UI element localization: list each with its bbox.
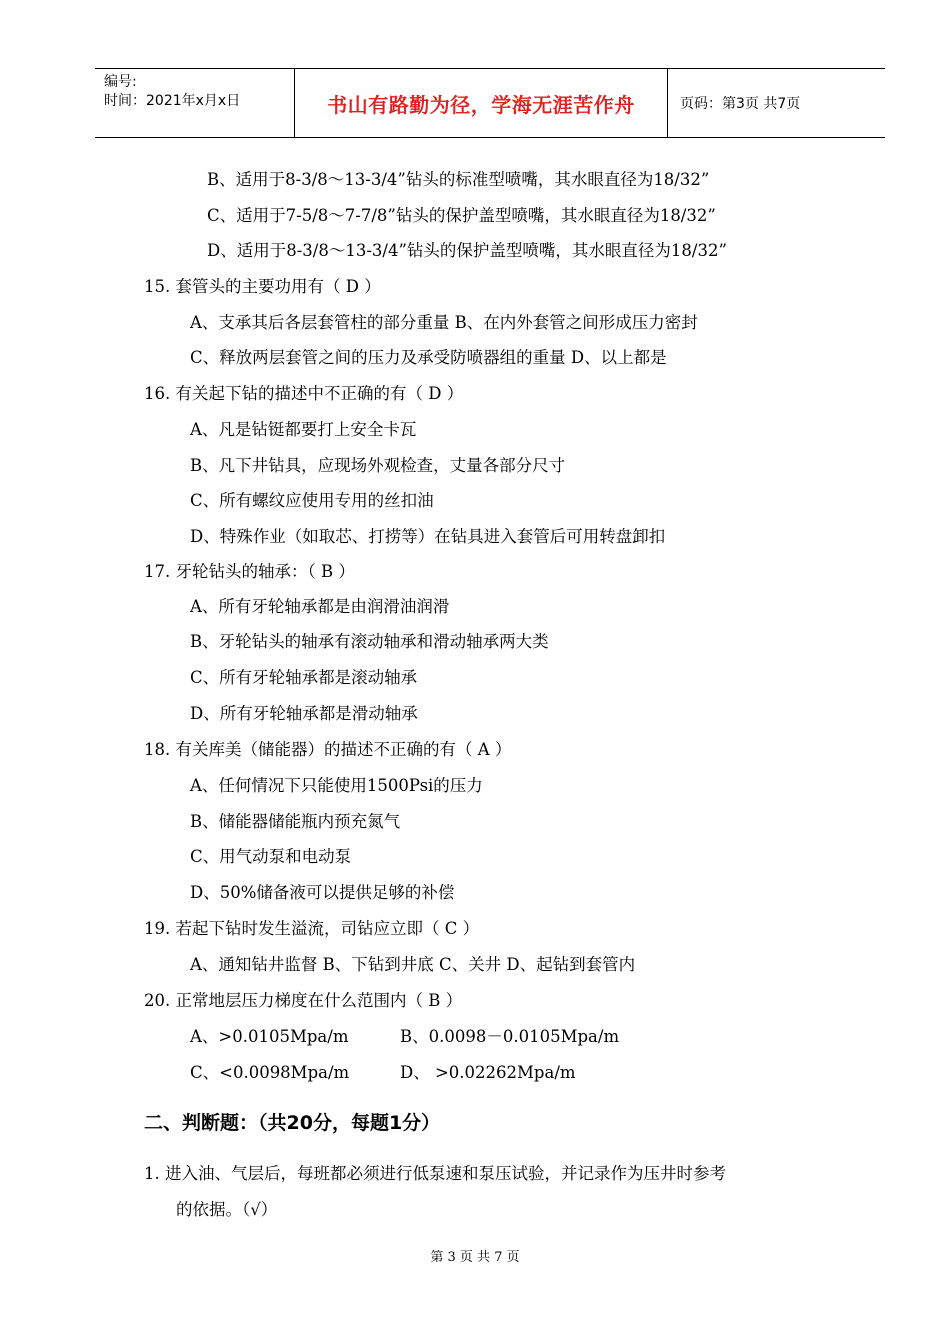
serial-number-label: 编号: xyxy=(104,74,137,90)
question-17-option-a: A、所有牙轮轴承都是由润滑油润滑 xyxy=(190,597,450,616)
question-17-option-d: D、所有牙轮轴承都是滑动轴承 xyxy=(190,704,418,723)
question-16-option-d: D、特殊作业（如取芯、打捞等）在钻具进入套管后可用转盘卸扣 xyxy=(190,527,666,546)
question-18: 18. 有关库美（储能器）的描述不正确的有（ A ） xyxy=(144,740,512,759)
question-18-option-b: B、储能器储能瓶内预充氮气 xyxy=(190,812,401,831)
question-20-option-b: B、0.0098－0.0105Mpa/m xyxy=(400,1027,620,1046)
date-label: 时间：2021年x月x日 xyxy=(104,93,241,109)
question-15: 15. 套管头的主要功用有（ D ） xyxy=(144,277,381,296)
question-19: 19. 若起下钻时发生溢流，司钻应立即（ C ） xyxy=(144,919,480,938)
question-18-option-d: D、50%储备液可以提供足够的补偿 xyxy=(190,883,455,902)
judgment-1: 1. 进入油、气层后，每班都必须进行低泵速和泵压试验，并记录作为压井时参考 xyxy=(144,1164,726,1183)
question-16-option-a: A、凡是钻铤都要打上安全卡瓦 xyxy=(190,420,417,439)
question-16-option-c: C、所有螺纹应使用专用的丝扣油 xyxy=(190,491,434,510)
question-19-options: A、通知钻井监督 B、下钻到井底 C、关井 D、起钻到套管内 xyxy=(190,955,636,974)
question-15-options-cd: C、释放两层套管之间的压力及承受防喷器组的重量 D、以上都是 xyxy=(190,348,667,367)
option-b-q14: B、适用于8-3/8～13-3/4”钻头的标准型喷嘴，其水眼直径为18/32” xyxy=(207,170,710,189)
header-motto: 书山有路勤为径，学海无涯苦作舟 xyxy=(295,69,668,137)
question-20-option-a: A、>0.0105Mpa/m xyxy=(190,1027,349,1046)
question-16-option-b: B、凡下井钻具，应现场外观检查，丈量各部分尺寸 xyxy=(190,456,566,475)
question-16: 16. 有关起下钻的描述中不正确的有（ D ） xyxy=(144,384,464,403)
option-d-q14: D、适用于8-3/8～13-3/4”钻头的保护盖型喷嘴，其水眼直径为18/32” xyxy=(207,241,727,260)
question-18-option-c: C、用气动泵和电动泵 xyxy=(190,847,352,866)
section-heading-true-false: 二、判断题：（共20分，每题1分） xyxy=(144,1112,441,1134)
question-17-option-c: C、所有牙轮轴承都是滚动轴承 xyxy=(190,668,418,687)
question-15-options-ab: A、支承其后各层套管柱的部分重量 B、在内外套管之间形成压力密封 xyxy=(190,313,698,332)
question-20: 20. 正常地层压力梯度在什么范围内（ B ） xyxy=(144,991,463,1010)
question-18-option-a: A、任何情况下只能使用1500Psi的压力 xyxy=(190,776,483,795)
option-c-q14: C、适用于7-5/8～7-7/8”钻头的保护盖型喷嘴，其水眼直径为18/32” xyxy=(207,206,716,225)
header-meta xyxy=(95,69,295,137)
question-20-option-c: C、<0.0098Mpa/m xyxy=(190,1063,350,1082)
question-17-option-b: B、牙轮钻头的轴承有滚动轴承和滑动轴承两大类 xyxy=(190,632,549,651)
page-header xyxy=(95,68,885,138)
header-page-number: 页码：第3页 共7页 xyxy=(680,96,801,112)
page-footer: 第 3 页 共 7 页 xyxy=(430,1250,520,1265)
judgment-1-continued: 的依据。（√） xyxy=(176,1200,278,1219)
question-20-option-d: D、 >0.02262Mpa/m xyxy=(400,1063,576,1082)
question-17: 17. 牙轮钻头的轴承：（ B ） xyxy=(144,562,355,581)
